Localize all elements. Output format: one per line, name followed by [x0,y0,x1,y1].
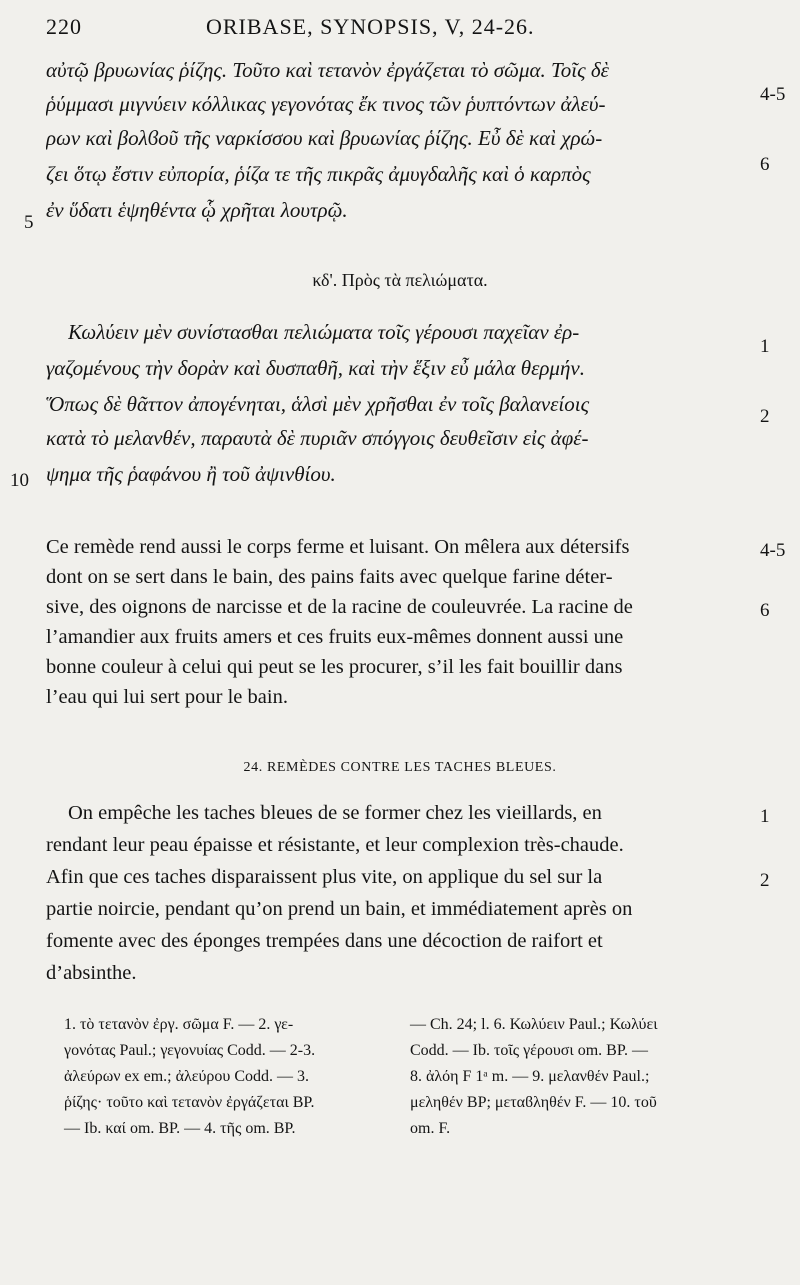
french-line: On empêche les taches bleues de se former chez les vieillards, en [68,802,602,824]
footnote-line: ἀλεύρων ex em.; ἀλεύρου Codd. — 3. [64,1068,309,1085]
french-chapter-heading: 24. REMÈDES CONTRE LES TACHES BLEUES. [243,760,557,775]
french-line: d’absinthe. [46,962,137,984]
footnote-line: 8. ἀλόη F 1ᵃ m. — 9. μελανθέν Paul.; [410,1068,650,1085]
footnote-line: Codd. — Ib. τοῖς γέρουσι om. BP. — [410,1042,648,1059]
greek-line: αὐτῷ βρυωνίας ῥίζης. Τοῦτο καὶ τετανὸν ἐργάζεται τὸ σῶμα. Τοῖς δὲ [46,58,609,82]
footnote-line: μεληθέν BP; μεταϐληθέν F. — 10. τοῦ [410,1094,657,1111]
margin-ref: 4-5 [760,84,786,105]
french-line: partie noircie, pendant qu’on prend un bain, et immédiatement après on [46,898,633,920]
margin-ref: 4-5 [760,540,786,561]
greek-line: γαζομένους τὴν δορὰν καὶ δυσπαθῆ, καὶ τὴν ἕξιν εὖ μάλα θερμήν. [46,356,585,380]
greek-line: ζει ὅτῳ ἔστιν εὐπορία, ῥίζα τε τῆς πικρᾶς ἀμυγδαλῆς καὶ ὁ καρπὸς [46,162,591,186]
footnote-line: — Ib. καί om. BP. — 4. τῆς om. BP. [64,1120,296,1137]
french-line: l’amandier aux fruits amers et ces fruits eux-mêmes donnent aussi une [46,626,624,648]
page-number: 220 [46,14,82,39]
french-line: Afin que ces taches disparaissent plus vite, on applique du sel sur la [46,866,603,888]
greek-line: ρων καὶ βολϐοῦ τῆς ναρκίσσου καὶ βρυωνίας ῥίζης. Εὖ δὲ καὶ χρώ- [46,126,603,150]
footnote-line: ῥίζης· τοῦτο καὶ τετανὸν ἐργάζεται BP. [64,1094,315,1111]
margin-ref: 2 [760,406,770,427]
french-line: rendant leur peau épaisse et résistante, et leur complexion très-chaude. [46,834,624,856]
footnote-line: om. F. [410,1120,451,1137]
footnote-line: 1. τὸ τετανὸν ἐργ. σῶμα F. — 2. γε- [64,1016,294,1033]
line-number: 5 [24,212,34,233]
greek-line: κατὰ τὸ μελανθέν, παραυτὰ δὲ πυριᾶν σπόγγοις δευθεῖσιν εἰς ἀφέ- [46,426,589,450]
margin-ref: 2 [760,870,770,891]
running-title: ORIBASE, SYNOPSIS, V, 24-26. [206,14,535,39]
french-line: l’eau qui lui sert pour le bain. [46,686,288,708]
french-line: sive, des oignons de narcisse et de la racine de couleuvrée. La racine de [46,596,633,618]
french-line: dont on se sert dans le bain, des pains faits avec quelque farine déter- [46,566,613,588]
margin-ref: 1 [760,336,770,357]
margin-ref: 6 [760,154,770,175]
line-number: 10 [10,470,29,491]
greek-line: Κωλύειν μὲν συνίστασθαι πελιώματα τοῖς γέρουσι παχεῖαν ἐρ- [68,320,580,344]
greek-line: ἐν ὕδατι ἑψηθέντα ᾧ χρῆται λουτρῷ. [46,198,348,222]
french-line: fomente avec des éponges trempées dans une décoction de raifort et [46,930,603,952]
footnote-line: γονότας Paul.; γεγονυίας Codd. — 2-3. [64,1042,316,1059]
greek-line: Ὅπως δὲ θᾶττον ἀπογένηται, ἁλσὶ μὲν χρῆσθαι ἐν τοῖς βαλανείοις [46,392,590,416]
margin-ref: 6 [760,600,770,621]
french-line: bonne couleur à celui qui peut se les procurer, s’il les fait bouillir dans [46,656,623,678]
greek-chapter-heading: κδ'. Πρὸς τὰ πελιώματα. [312,270,488,290]
footnote-line: — Ch. 24; l. 6. Κωλύειν Paul.; Κωλύει [410,1016,658,1033]
greek-line: ψημα τῆς ῥαφάνου ἢ τοῦ ἀψινθίου. [46,462,336,486]
greek-line: ῥύμμασι μιγνύειν κόλλικας γεγονότας ἔκ τινος τῶν ῥυπτόντων ἀλεύ- [46,92,606,116]
margin-ref: 1 [760,806,770,827]
french-line: Ce remède rend aussi le corps ferme et luisant. On mêlera aux détersifs [46,536,630,558]
